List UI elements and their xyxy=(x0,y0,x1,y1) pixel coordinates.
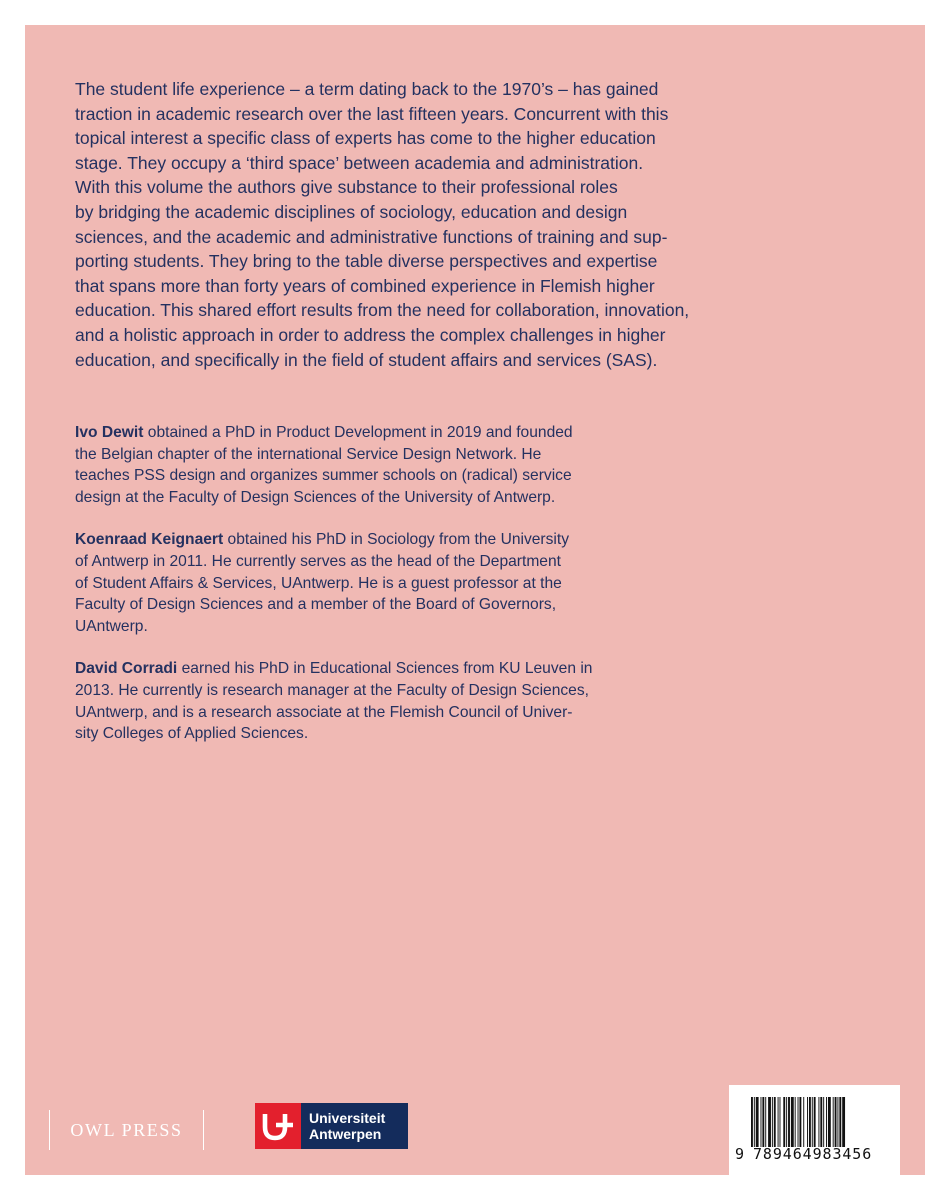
barcode-bar xyxy=(798,1097,799,1147)
barcode-bar xyxy=(778,1097,779,1147)
barcode-bar xyxy=(842,1097,845,1147)
barcode-bar xyxy=(780,1097,781,1147)
barcode-bar xyxy=(761,1097,762,1147)
barcode-bar xyxy=(814,1097,816,1147)
author-bio-text: obtained his PhD in Sociology from the University of Antwerp in 2011. He currently serves as the head of the Department of Student Affairs & Services, UAntwerp. He is a guest professor at the Faculty of Design Sciences and a member of the Board of Governors, UAntwerp. xyxy=(75,531,570,635)
isbn-lead-digit: 9 xyxy=(735,1145,745,1163)
barcode-bar xyxy=(807,1097,808,1147)
barcode-bar xyxy=(795,1097,796,1147)
barcode-bar xyxy=(783,1097,785,1147)
author-bio xyxy=(75,422,635,508)
barcode-bar xyxy=(762,1097,764,1147)
barcode-bar xyxy=(826,1097,827,1147)
university-name xyxy=(301,1110,385,1142)
barcode-bar xyxy=(809,1097,811,1147)
author-bios xyxy=(75,422,635,766)
author-bio xyxy=(75,529,635,637)
owl-press-logo xyxy=(49,1110,204,1150)
barcode-bar xyxy=(820,1097,822,1147)
barcode-bar xyxy=(754,1097,755,1147)
university-emblem-icon xyxy=(255,1103,301,1149)
barcode-bar xyxy=(812,1097,813,1147)
barcode-bar xyxy=(788,1097,790,1147)
university-name-line1: Universiteit xyxy=(309,1110,386,1126)
university-name-line2: Antwerpen xyxy=(309,1126,382,1142)
publisher-name: OWL PRESS xyxy=(70,1119,183,1140)
university-antwerpen-logo xyxy=(255,1103,408,1149)
author-bio xyxy=(75,658,635,744)
author-bio-text: obtained a PhD in Product Development in 2019 and founded the Belgian chapter of the international Service Design Network. He teaches PSS design and organizes summer schools on (radical) service design at the Faculty of Design Sciences of the University of Antwerp. xyxy=(75,424,573,506)
author-bio-text: earned his PhD in Educational Sciences from KU Leuven in 2013. He currently is research manager at the Faculty of Design Sciences, UAntwerp, and is a research associate at the Flemish Council of Univer- sity Colleges of Applied Sciences. xyxy=(75,660,593,743)
barcode-bars xyxy=(751,1097,886,1147)
isbn-barcode xyxy=(729,1085,900,1175)
barcode-bar xyxy=(833,1097,834,1147)
barcode-bar xyxy=(803,1097,804,1147)
university-emblem-glyph xyxy=(260,1108,296,1144)
barcode-bar xyxy=(839,1097,841,1147)
cover-blurb: The student life experience – a term dating back to the 1970’s – has gained traction in academic research over the last fifteen years. Concurrent with this topical interest a specific class of experts has come to the higher education stage. They occupy a ‘third space’ between academia and administration. With this volume the authors give substance to their professional roles by bridging the academic disciplines of sociology, education and design sciences, and the academic and administrative functions of training and sup- porting students. They bring to the table diverse perspectives and expertise that spans more than forty years of combined experience in Flemish higher education. This shared effort results from the need for collaboration, innovation, and a holistic approach in order to address the complex challenges in higher education, and specifically in the field of student affairs and services (SAS). xyxy=(75,79,690,370)
barcode-bar xyxy=(765,1097,766,1147)
barcode-bar xyxy=(751,1097,753,1147)
barcode-bar xyxy=(774,1097,776,1147)
barcode-bar xyxy=(837,1097,838,1147)
barcode-bar xyxy=(786,1097,787,1147)
barcode-bar xyxy=(756,1097,759,1147)
barcode-bar xyxy=(799,1097,801,1147)
barcode-bar xyxy=(828,1097,831,1147)
author-name: David Corradi xyxy=(75,660,178,678)
barcode-bar xyxy=(823,1097,824,1147)
isbn-digits: 789464983456 xyxy=(753,1145,873,1163)
author-name: Koenraad Keignaert xyxy=(75,531,224,549)
barcode-bar xyxy=(772,1097,773,1147)
back-cover xyxy=(25,25,925,1175)
barcode-bar xyxy=(818,1097,819,1147)
barcode-bar xyxy=(835,1097,837,1147)
author-name: Ivo Dewit xyxy=(75,424,144,441)
barcode-bar xyxy=(791,1097,794,1147)
barcode-bar xyxy=(768,1097,771,1147)
